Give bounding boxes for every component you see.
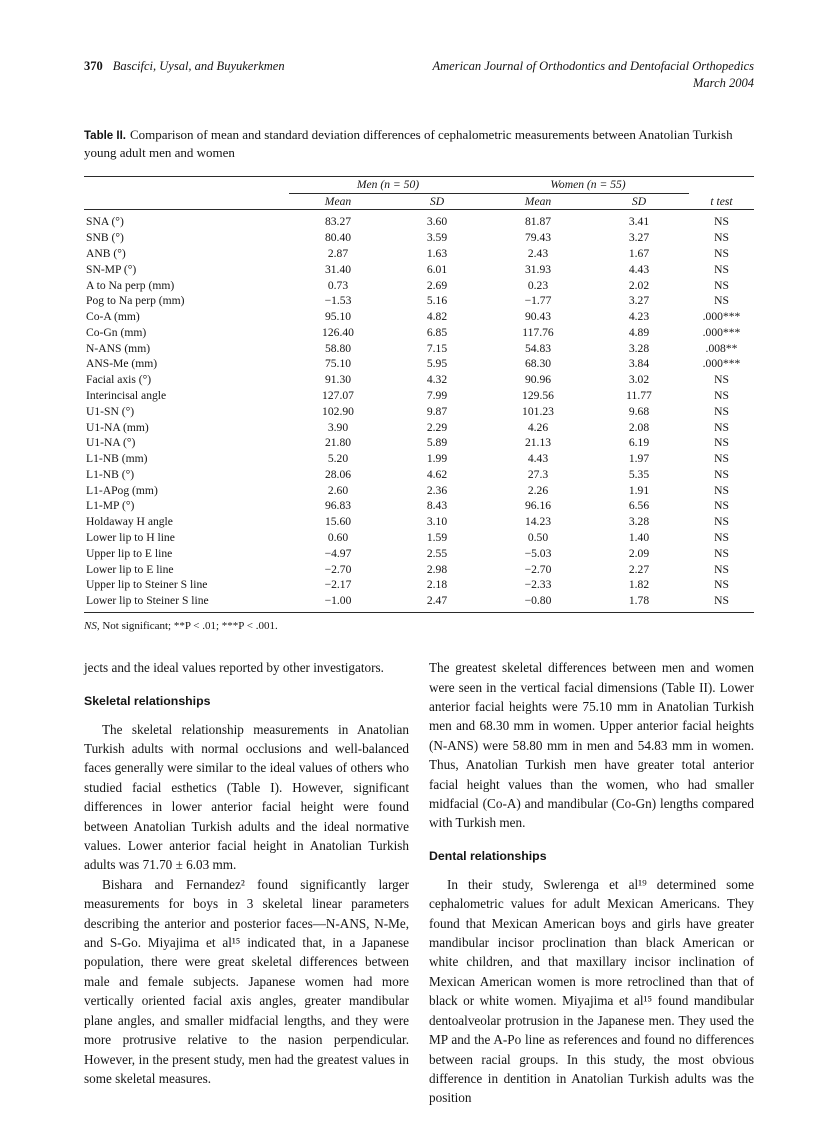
men-mean-cell: 96.83 [324,499,352,513]
men-mean-cell: 3.90 [327,420,349,434]
parameter-cell: Co-Gn (mm) [86,325,147,339]
table-row [84,340,754,356]
ttest-cell: NS [714,562,729,576]
ttest-cell: NS [714,294,729,308]
table-caption [84,126,754,162]
men-sd-cell: 1.99 [426,452,448,466]
ttest-cell: NS [714,231,729,245]
table-row [84,451,754,467]
women-sd-cell: 3.27 [628,231,650,245]
dental-paragraph-1: In their study, Swlerenga et al¹⁹ determined some cephalometric values for adult Mexican Americans. They found that Mexican American boys and girls have greater mandibular incisor proclination than black American or white children, and that maxillary incisor inclination of Mexican American women is more retroclined than that of black or white women. Miyajima et al¹⁵ found mandibular dentoalveolar protrusion in the Japanese men. They used the MP and the A-Po line as references and found no differences between racial groups. In this study, the most obvious difference in dentition in Anatolian Turkish adults was the position [429,876,754,1106]
table-row [84,246,754,262]
women-mean-cell: −2.70 [524,562,552,576]
table-row [84,482,754,498]
table-label: Table II. [84,129,126,142]
men-sd-cell: 5.16 [426,294,448,308]
women-mean-cell: 54.83 [524,341,552,355]
women-mean-cell: 96.16 [524,499,552,513]
men-mean-cell: 75.10 [324,357,352,371]
women-group-header: Women (n = 55) [487,176,689,193]
ttest-cell: NS [714,515,729,529]
table-footnote [84,620,754,632]
parameter-cell: Co-A (mm) [86,310,140,324]
men-sd-cell: 3.59 [426,231,448,245]
women-sd-cell: 2.08 [628,420,650,434]
men-sd-cell: 2.29 [426,420,448,434]
women-mean-cell: 31.93 [524,262,552,276]
women-sd-cell: 3.02 [628,373,650,387]
men-mean-cell: 95.10 [324,310,352,324]
table-row [84,324,754,340]
skeletal-paragraph-2: Bishara and Fernandez² found significantly larger measurements for boys in 3 skeletal linear parameters describing the anterior and posterior faces—N-ANS, N-Me, and S-Go. Miyajima et al¹⁵ indicated that, in a Japanese population, there were great skeletal differences between male and female subjects. Japanese women had more vertically oriented facial axis angles, greater mandibular plane angles, and smaller midfacial lengths, and they were more protrusive relative to the nasion perpendicular. However, in the present study, men had the greatest values in some skeletal measures. [84,876,409,1086]
parameter-cell: L1-APog (mm) [86,483,158,497]
table-row [84,466,754,482]
men-sd-cell: 4.32 [426,373,448,387]
table-row [84,435,754,451]
men-sd-cell: 2.36 [426,483,448,497]
right-column [429,658,754,1108]
table-row [84,309,754,325]
women-sd-cell: 4.43 [628,262,650,276]
page-number: 370 [84,59,103,73]
table-row [84,230,754,246]
ttest-cell: NS [714,246,729,260]
men-mean-cell: 91.30 [324,373,352,387]
table-row [84,498,754,514]
men-sd-cell: 6.85 [426,325,448,339]
women-mean-cell: 2.26 [527,483,549,497]
men-sd-cell: 5.95 [426,357,448,371]
men-mean-cell: −2.17 [324,578,352,592]
women-sd-cell: 1.91 [628,483,650,497]
table-row [84,356,754,372]
parameter-cell: Facial axis (°) [86,373,152,387]
parameter-cell: SNB (°) [86,231,124,245]
women-sd-cell: 1.78 [628,594,650,608]
men-mean-header: Mean [289,193,387,210]
men-sd-cell: 7.15 [426,341,448,355]
ttest-cell: NS [714,483,729,497]
paragraph-continued: jects and the ideal values reported by other investigators. [84,660,384,676]
parameter-cell: L1-NB (°) [86,467,135,481]
ttest-cell: NS [714,546,729,560]
women-sd-cell: 3.41 [628,215,650,229]
women-mean-cell: −0.80 [524,594,552,608]
women-mean-cell: −2.33 [524,578,552,592]
parameter-cell: Upper lip to Steiner S line [86,578,208,592]
men-mean-cell: −2.70 [324,562,352,576]
parameter-cell: Lower lip to E line [86,562,174,576]
men-mean-cell: −1.53 [324,294,352,308]
page-content [84,58,754,1108]
table-row [84,388,754,404]
women-sd-cell: 1.40 [628,531,650,544]
ttest-cell: NS [714,388,729,402]
ttest-cell: NS [714,594,729,608]
table-row [84,593,754,613]
ttest-cell: NS [714,578,729,592]
empty-cell [689,176,754,193]
men-mean-cell: 0.60 [327,531,349,544]
ttest-cell: NS [714,436,729,450]
men-sd-header: SD [387,193,487,210]
footnote-ns: NS, [84,620,100,633]
women-sd-cell: 2.09 [628,546,650,560]
parameter-cell: U1-SN (°) [86,404,135,418]
parameter-cell: N-ANS (mm) [86,341,151,355]
parameter-cell: L1-MP (°) [86,499,135,513]
table-row [84,210,754,230]
issue-date: March 2004 [693,75,754,90]
table-row [84,419,754,435]
men-mean-cell: −1.00 [324,594,352,608]
body-columns [84,658,754,1108]
empty-cell [84,193,289,210]
men-sd-cell: 3.10 [426,515,448,529]
parameter-cell: ANS-Me (mm) [86,357,158,371]
skeletal-relationships-heading: Skeletal relationships [84,693,211,708]
men-mean-cell: 83.27 [324,215,352,229]
men-mean-cell: 28.06 [324,467,352,481]
parameter-cell: SNA (°) [86,215,124,229]
women-sd-cell: 1.82 [628,578,650,592]
women-mean-cell: 81.87 [524,215,552,229]
table-row [84,514,754,530]
women-mean-cell: 79.43 [524,231,552,245]
group-header-row [84,176,754,193]
dental-relationships-heading: Dental relationships [429,848,547,863]
parameter-cell: Upper lip to E line [86,546,173,560]
women-sd-cell: 3.28 [628,341,650,355]
women-mean-cell: 21.13 [524,436,552,450]
parameter-cell: Holdaway H angle [86,515,173,529]
women-mean-cell: 27.3 [527,467,549,481]
men-sd-cell: 5.89 [426,436,448,450]
women-sd-cell: 3.28 [628,515,650,529]
parameter-cell: L1-NB (mm) [86,452,148,466]
ttest-cell: NS [714,262,729,276]
men-mean-cell: 80.40 [324,231,352,245]
women-sd-cell: 4.89 [628,325,650,339]
men-group-header: Men (n = 50) [289,176,487,193]
women-mean-cell: 0.50 [527,531,549,544]
women-mean-cell: 4.26 [527,420,549,434]
men-sd-cell: 7.99 [426,388,448,402]
table-row [84,530,754,546]
men-sd-cell: 2.55 [426,546,448,560]
running-header [84,58,754,92]
men-sd-cell: 2.69 [426,278,448,292]
table-row [84,577,754,593]
men-sd-cell: 4.62 [426,467,448,481]
table-row [84,561,754,577]
ttest-cell: .008** [705,341,738,355]
authors: Bascifci, Uysal, and Buyukerkmen [112,59,285,73]
men-sd-cell: 4.82 [426,310,448,324]
ttest-cell: NS [714,452,729,466]
table-caption-text: Comparison of mean and standard deviation differences of cephalometric measurements between Anatolian Turkish young adult men and women [84,126,733,161]
parameter-cell: Lower lip to Steiner S line [86,594,209,608]
women-sd-cell: 11.77 [626,388,652,402]
ttest-cell: NS [714,373,729,387]
parameter-cell: Lower lip to H line [86,531,175,544]
footnote-text: Not significant; **P < .01; ***P < .001. [99,620,278,633]
women-mean-header: Mean [487,193,589,210]
men-mean-cell: 2.87 [327,246,349,260]
table-row [84,372,754,388]
parameter-cell: A to Na perp (mm) [86,278,175,292]
women-sd-cell: 5.35 [628,467,650,481]
men-sd-cell: 1.63 [426,246,448,260]
men-sd-cell: 2.47 [426,594,448,608]
men-mean-cell: 5.20 [327,452,349,466]
men-mean-cell: 102.90 [322,404,354,418]
table-body [84,210,754,613]
women-sd-cell: 3.84 [628,357,650,371]
women-mean-cell: 101.23 [522,404,554,418]
vertical-differences-paragraph: The greatest skeletal differences between men and women were seen in the vertical facial dimensions (Table II). Lower anterior facial heights were 75.10 mm in Anatolian Turkish men and 68.30 mm in women. Upper anterior facial heights (N-ANS) were 58.80 mm in men and 54.83 mm in women. Thus, Anatolian Turkish men have greater total anterior facial height values than the women, who had smaller midfacial (Co-A) and mandibular (Co-Gn) lengths compared with Turkish men. [429,660,754,831]
men-sd-cell: 9.87 [426,404,448,418]
ttest-header: t test [689,193,754,210]
table-row [84,261,754,277]
ttest-cell: NS [714,215,729,229]
women-sd-cell: 9.68 [628,404,650,418]
men-mean-cell: 126.40 [322,325,354,339]
women-mean-cell: 90.96 [524,373,552,387]
women-mean-cell: 117.76 [522,325,554,339]
women-mean-cell: 2.43 [527,246,549,260]
journal-name: American Journal of Orthodontics and Dentofacial Orthopedics [432,59,754,73]
ttest-cell: .000*** [702,310,741,324]
men-mean-cell: 15.60 [324,515,352,529]
parameter-cell: U1-NA (°) [86,436,136,450]
men-mean-cell: 21.80 [324,436,352,450]
ttest-cell: NS [714,278,729,292]
women-mean-cell: 129.56 [522,388,554,402]
women-sd-cell: 1.97 [628,452,650,466]
men-sd-cell: 3.60 [426,215,448,229]
cephalometric-table [84,176,754,613]
running-header-left [84,58,285,75]
empty-cell [84,176,289,193]
table-row [84,293,754,309]
table-row [84,403,754,419]
men-mean-cell: −4.97 [324,546,352,560]
men-sd-cell: 2.98 [426,562,448,576]
ttest-cell: .000*** [702,357,741,371]
men-mean-cell: 58.80 [324,341,352,355]
running-header-right [433,58,755,92]
women-sd-header: SD [589,193,689,210]
ttest-cell: .000*** [702,325,741,339]
skeletal-paragraph-1: The skeletal relationship measurements in Anatolian Turkish adults with normal occlusions and well-balanced faces generally were similar to the ideal values of others who studied facial esthetics (Table I). However, significant differences in lower anterior facial height were found between Anatolian Turkish adults and the ideal normative values. Lower anterior facial height in Anatolian Turkish adults was 71.70 ± 6.03 mm. [84,721,409,873]
men-sd-cell: 2.18 [426,578,448,592]
women-mean-cell: −5.03 [524,546,552,560]
men-sd-cell: 6.01 [426,262,448,276]
parameter-cell: SN-MP (°) [86,262,137,276]
women-sd-cell: 4.23 [628,310,650,324]
table-row [84,545,754,561]
ttest-cell: NS [714,404,729,418]
women-mean-cell: 4.43 [527,452,549,466]
women-sd-cell: 2.27 [628,562,650,576]
left-column [84,658,409,1108]
men-sd-cell: 1.59 [426,531,448,544]
women-sd-cell: 6.56 [628,499,650,513]
parameter-cell: U1-NA (mm) [86,420,149,434]
men-sd-cell: 8.43 [426,499,448,513]
women-sd-cell: 6.19 [628,436,650,450]
ttest-cell: NS [714,467,729,481]
women-sd-cell: 1.67 [628,246,650,260]
women-mean-cell: 14.23 [524,515,552,529]
parameter-cell: Pog to Na perp (mm) [86,294,185,308]
ttest-cell: NS [714,420,729,434]
women-sd-cell: 2.02 [628,278,650,292]
table-row [84,277,754,293]
men-mean-cell: 0.73 [327,278,349,292]
men-mean-cell: 2.60 [327,483,349,497]
women-mean-cell: −1.77 [524,294,552,308]
women-mean-cell: 90.43 [524,310,552,324]
women-mean-cell: 0.23 [527,278,549,292]
ttest-cell: NS [714,499,729,513]
parameter-cell: Interincisal angle [86,388,167,402]
column-header-row [84,193,754,210]
parameter-cell: ANB (°) [86,246,126,260]
men-mean-cell: 31.40 [324,262,352,276]
ttest-cell: NS [714,531,729,544]
women-sd-cell: 3.27 [628,294,650,308]
women-mean-cell: 68.30 [524,357,552,371]
men-mean-cell: 127.07 [322,388,354,402]
